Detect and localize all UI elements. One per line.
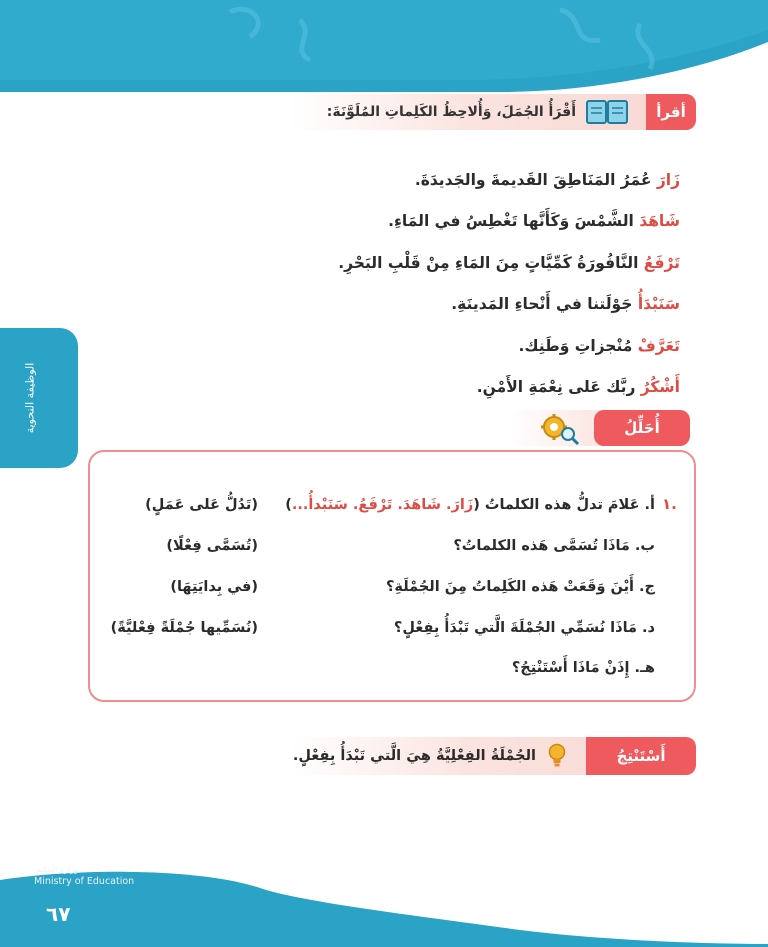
sentence-2: [160, 201, 680, 242]
question-d: د. مَاذَا نُسَمِّي الجُمْلَةَ الَّتي تَبْدَأُ بِفِعْلٍ؟: [393, 620, 655, 636]
book-icon: [586, 99, 628, 125]
ministry-logo-text: Ministry of Education: [34, 876, 135, 887]
answer-b: (تُسَمَّى فِعْلًا): [166, 538, 258, 554]
sentence-6: [160, 367, 680, 408]
conclude-section-header: [290, 737, 696, 775]
sentence-1: [160, 160, 680, 201]
question-highlight: زَارَ. شَاهَدَ. تَرْفَعُ. سَنَبْدأُ...: [291, 497, 474, 513]
answer-a: (تَدُلُّ عَلى عَمَلٍ): [145, 497, 258, 513]
sentence-rest: النَّافُورَةُ كَمِّيَّاتٍ مِنَ المَاءِ مِنْ قَلْبِ البَحْرِ.: [338, 253, 644, 272]
side-tab-label: الوظيفة النحوية: [23, 362, 37, 434]
analyze-pill: أُحَلِّلُ: [594, 410, 690, 446]
sentence-verb: تَعَرَّفْ: [637, 336, 680, 355]
question-a: [285, 497, 655, 513]
read-instruction: أَقْرَأُ الجُمَلَ، وَأُلاحِظُ الكَلِماتِ المُلَوَّنَةَ:: [326, 104, 576, 120]
read-pill: أقرأ: [646, 94, 696, 130]
sentence-list: [160, 160, 680, 408]
question-c: ج. أَيْنَ وَقَعَتْ هَذه الكَلِماتُ مِنَ الجُمْلَةِ؟: [386, 579, 655, 595]
question-e: هـ. إِذَنْ مَاذَا أَسْتَنْتِجُ؟: [511, 660, 655, 676]
question-suffix: ): [285, 497, 292, 513]
answer-c: (في بِدايَتِهَا): [170, 579, 258, 595]
exercise-number: ١.: [662, 495, 677, 513]
sentence-3: [160, 243, 680, 284]
sentence-verb: سَنَبْدَأُ: [637, 295, 680, 314]
sentence-4: [160, 284, 680, 325]
lightbulb-icon: [546, 743, 568, 769]
read-section-header: [290, 94, 696, 130]
page-number: ٦٧: [46, 902, 71, 926]
question-text: أ. عَلامَ تدلُّ هذه الكلماتُ (: [473, 497, 655, 513]
sentence-rest: جَوْلَتنا في أَنْحاءِ المَدينَةِ.: [451, 295, 638, 314]
sentence-rest: عُمَرُ المَنَاطِقَ القَديمةَ والجَديدَةَ.: [414, 171, 657, 189]
conclusion-text: الجُمْلَةُ الفِعْلِيَّةُ هِيَ الَّتي تَبْدَأُ بِفِعْلٍ.: [292, 748, 536, 764]
question-b: ب. مَاذَا تُسَمَّى هَذه الكلماتُ؟: [453, 538, 655, 554]
sentence-verb: زَارَ: [656, 171, 680, 189]
sentence-verb: أَشْكُرُ: [640, 377, 680, 396]
ministry-logo-arabic: وزارة التعليم: [36, 865, 78, 874]
answer-d: (نُسَمِّيها جُمْلَةً فِعْليَّةً): [110, 620, 258, 636]
sentence-rest: مُنْجزاتِ وَطَنِك.: [518, 336, 638, 355]
sentence-verb: تَرْفَعُ: [643, 253, 680, 272]
side-tab: [0, 328, 78, 468]
conclude-pill: أَسْتَنْتِجُ: [586, 737, 696, 775]
sentence-verb: شَاهَدَ: [639, 212, 680, 231]
sentence-rest: ربَّك عَلى نِعْمَةِ الأَمْنِ.: [476, 377, 641, 396]
top-banner: [0, 0, 768, 96]
sentence-5: [160, 326, 680, 367]
gear-magnifier-icon: [538, 412, 582, 446]
sentence-rest: الشَّمْسَ وَكَأَنَّها تَغْطِسُ في المَاءِ.: [388, 212, 640, 231]
analyze-section-header: [510, 410, 690, 446]
